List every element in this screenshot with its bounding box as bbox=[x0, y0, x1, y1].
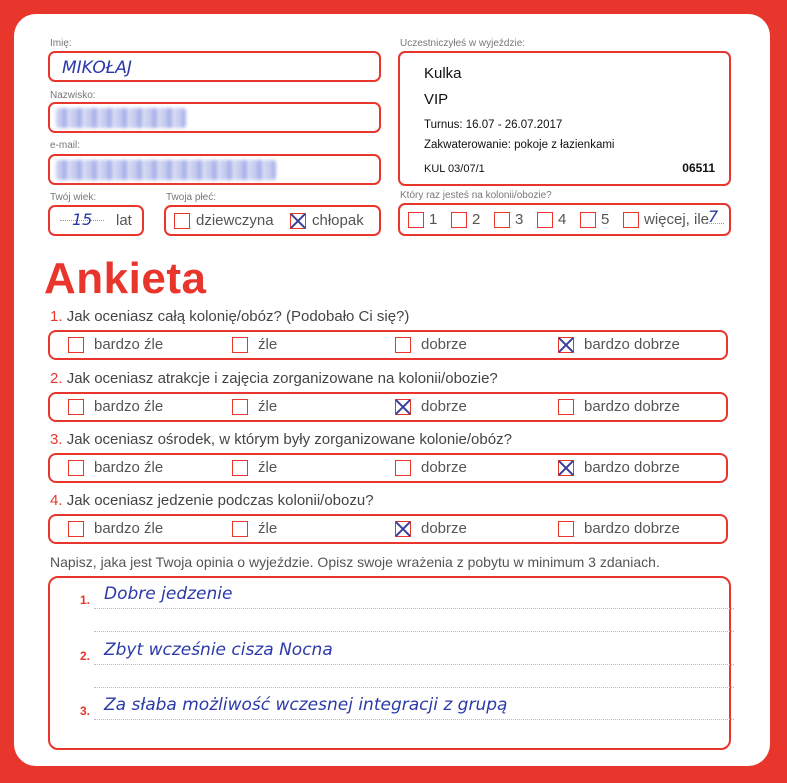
age-value: 15 bbox=[72, 210, 93, 229]
q3-option-very-good-checkbox[interactable] bbox=[558, 460, 574, 476]
trip-info-box bbox=[398, 51, 731, 186]
times-3-checkbox[interactable] bbox=[494, 212, 510, 228]
q2-option-very-good-label: bardzo dobrze bbox=[584, 398, 680, 415]
q2-option-very-good-checkbox[interactable] bbox=[558, 399, 574, 415]
gender-boy-checkbox[interactable] bbox=[290, 213, 306, 229]
opinion-1-text: Dobre jedzenie bbox=[104, 584, 233, 604]
question-2 bbox=[50, 370, 498, 387]
opinion-2-text: Zbyt wcześnie cisza Nocna bbox=[104, 640, 333, 660]
email-redacted bbox=[56, 160, 276, 180]
question-1 bbox=[50, 308, 409, 325]
gender-field bbox=[164, 205, 381, 236]
q1-option-good-checkbox[interactable] bbox=[395, 337, 411, 353]
trip-type: VIP bbox=[424, 91, 449, 108]
trip-accommodation: Zakwaterowanie: pokoje z łazienkami bbox=[424, 139, 615, 151]
q2-option-very-bad-checkbox[interactable] bbox=[68, 399, 84, 415]
opinion-2-number: 2. bbox=[80, 649, 91, 663]
gender-label: Twoja płeć: bbox=[166, 192, 217, 203]
question-4 bbox=[50, 492, 374, 509]
opinion-3-text: Za słaba możliwość wczesnej integracji z grupą bbox=[104, 695, 508, 715]
times-value: 7 bbox=[708, 207, 719, 226]
surname-field[interactable] bbox=[48, 102, 381, 133]
email-label: e-mail: bbox=[50, 140, 81, 151]
question-2-number: 2. bbox=[50, 370, 63, 387]
question-3-options bbox=[48, 453, 728, 483]
question-4-options bbox=[48, 514, 728, 544]
q4-option-very-bad-label: bardzo źle bbox=[94, 520, 164, 537]
q4-option-good-checkbox[interactable] bbox=[395, 521, 411, 537]
q2-option-very-bad-label: bardzo źle bbox=[94, 398, 164, 415]
times-1-checkbox[interactable] bbox=[408, 212, 424, 228]
q4-option-good-label: dobrze bbox=[421, 520, 467, 537]
question-3-number: 3. bbox=[50, 431, 63, 448]
gender-girl-label: dziewczyna bbox=[196, 212, 274, 229]
times-3-label: 3 bbox=[515, 211, 524, 228]
q1-option-bad-checkbox[interactable] bbox=[232, 337, 248, 353]
q4-option-very-good-label: bardzo dobrze bbox=[584, 520, 680, 537]
opinion-line bbox=[94, 631, 734, 632]
q3-option-good-label: dobrze bbox=[421, 459, 467, 476]
question-4-text: Jak oceniasz jedzenie podczas kolonii/obozu? bbox=[66, 492, 374, 509]
q1-option-bad-label: źle bbox=[258, 336, 278, 353]
question-2-text: Jak oceniasz atrakcje i zajęcia zorganizowane na kolonii/obozie? bbox=[66, 370, 498, 387]
q2-option-good-checkbox[interactable] bbox=[395, 399, 411, 415]
q1-option-good-label: dobrze bbox=[421, 336, 467, 353]
times-2-label: 2 bbox=[472, 211, 481, 228]
q3-option-bad-checkbox[interactable] bbox=[232, 460, 248, 476]
name-label: Imię: bbox=[50, 38, 72, 49]
trip-code: KUL 03/07/1 bbox=[424, 163, 485, 175]
opinion-line bbox=[94, 664, 734, 665]
q3-option-very-bad-checkbox[interactable] bbox=[68, 460, 84, 476]
q4-option-bad-label: źle bbox=[258, 520, 278, 537]
age-field[interactable] bbox=[48, 205, 144, 236]
opinion-prompt: Napisz, jaka jest Twoja opinia o wyjeździe. Opisz swoje wrażenia z pobytu w minimum 3 zdaniach. bbox=[50, 554, 660, 570]
opinion-line bbox=[94, 608, 734, 609]
times-5-checkbox[interactable] bbox=[580, 212, 596, 228]
surname-redacted bbox=[56, 108, 186, 128]
q1-option-very-bad-checkbox[interactable] bbox=[68, 337, 84, 353]
q1-option-very-good-checkbox[interactable] bbox=[558, 337, 574, 353]
q4-option-bad-checkbox[interactable] bbox=[232, 521, 248, 537]
q2-option-bad-label: źle bbox=[258, 398, 278, 415]
question-1-text: Jak oceniasz całą kolonię/obóz? (Podobało Ci się?) bbox=[66, 308, 410, 325]
name-value: MIKOŁAJ bbox=[62, 58, 132, 78]
gender-girl-checkbox[interactable] bbox=[174, 213, 190, 229]
gender-boy-label: chłopak bbox=[312, 212, 364, 229]
times-more-checkbox[interactable] bbox=[623, 212, 639, 228]
q4-option-very-good-checkbox[interactable] bbox=[558, 521, 574, 537]
age-label: Twój wiek: bbox=[50, 192, 97, 203]
opinion-1-number: 1. bbox=[80, 593, 91, 607]
times-label: Który raz jesteś na kolonii/obozie? bbox=[400, 190, 552, 201]
question-2-options bbox=[48, 392, 728, 422]
question-3-text: Jak oceniasz ośrodek, w którym były zorganizowane kolonie/obóz? bbox=[66, 431, 512, 448]
q3-option-very-bad-label: bardzo źle bbox=[94, 459, 164, 476]
q3-option-good-checkbox[interactable] bbox=[395, 460, 411, 476]
survey-sheet bbox=[14, 14, 770, 766]
surname-label: Nazwisko: bbox=[50, 90, 96, 101]
trip-turnus: Turnus: 16.07 - 26.07.2017 bbox=[424, 119, 563, 131]
q3-option-very-good-label: bardzo dobrze bbox=[584, 459, 680, 476]
age-unit: lat bbox=[116, 212, 132, 229]
opinion-line bbox=[94, 687, 734, 688]
name-field[interactable] bbox=[48, 51, 381, 82]
times-field bbox=[398, 203, 731, 236]
q2-option-good-label: dobrze bbox=[421, 398, 467, 415]
q1-option-very-good-label: bardzo dobrze bbox=[584, 336, 680, 353]
q4-option-very-bad-checkbox[interactable] bbox=[68, 521, 84, 537]
question-4-number: 4. bbox=[50, 492, 63, 509]
times-5-label: 5 bbox=[601, 211, 610, 228]
q1-option-very-bad-label: bardzo źle bbox=[94, 336, 164, 353]
email-field[interactable] bbox=[48, 154, 381, 185]
q2-option-bad-checkbox[interactable] bbox=[232, 399, 248, 415]
times-4-checkbox[interactable] bbox=[537, 212, 553, 228]
survey-title: Ankieta bbox=[44, 254, 207, 303]
trip-label: Uczestniczyłeś w wyjeździe: bbox=[400, 38, 526, 49]
opinion-3-number: 3. bbox=[80, 704, 91, 718]
times-1-label: 1 bbox=[429, 211, 438, 228]
trip-name: Kulka bbox=[424, 65, 462, 82]
opinion-line bbox=[94, 719, 734, 720]
q3-option-bad-label: źle bbox=[258, 459, 278, 476]
times-more-label: więcej, ile bbox=[644, 211, 710, 228]
question-3 bbox=[50, 431, 512, 448]
times-4-label: 4 bbox=[558, 211, 567, 228]
question-1-options bbox=[48, 330, 728, 360]
question-1-number: 1. bbox=[50, 308, 63, 325]
times-2-checkbox[interactable] bbox=[451, 212, 467, 228]
trip-number: 06511 bbox=[682, 161, 715, 175]
